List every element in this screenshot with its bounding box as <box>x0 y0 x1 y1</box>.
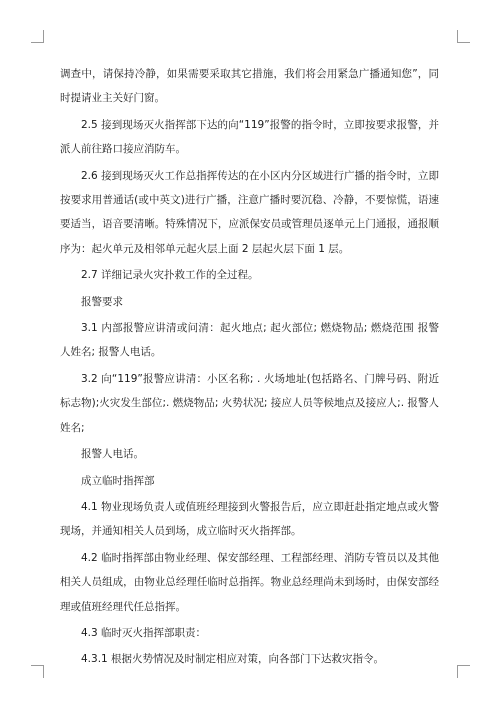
paragraph-2-6: 2.6 接到现场灭火工作总指挥传达的在小区内分区域进行广播的指令时，立即按要求用普通话(或中英文)进行广播，注意广播时要沉稳、冷静，不要惊慌，语速要适当，语音要清晰。特殊情况下，应派保安员或管理员逐单元上门通报，通报顺序为：起火单元及相邻单元起火层上面 2 层起火层下面 1 层。 <box>60 169 439 255</box>
document-body <box>60 62 439 672</box>
paragraph-4-2: 4.2 临时指挥部由物业经理、保安部经理、工程部经理、消防专管员以及其他相关人员组成，由物业总经理任临时总指挥。物业总经理尚未到场时，由保安部经理或值班经理代任总指挥。 <box>60 551 439 613</box>
corner-crop-mark-top-left <box>31 30 44 43</box>
corner-crop-mark-bottom-right <box>457 665 470 678</box>
corner-crop-mark-top-right <box>457 30 470 43</box>
paragraph-2-5: 2.5 接到现场灭火指挥部下达的向“119”报警的指令时，立即按要求报警，并派人前往路口接应消防车。 <box>60 118 439 156</box>
paragraph-4-3-1: 4.3.1 根据火势情况及时制定相应对策，向各部门下达救灾指令。 <box>81 653 385 666</box>
paragraph-3-2-continued: 报警人电话。 <box>81 448 144 461</box>
paragraph-3-1: 3.1 内部报警应讲清或问清：起火地点; 起火部位; 燃烧物品; 燃烧范围 报警人姓名; 报警人电话。 <box>60 322 439 359</box>
section-heading-temporary-command: 成立临时指挥部 <box>81 474 155 487</box>
corner-crop-mark-bottom-left <box>31 665 44 678</box>
paragraph-4-1: 4.1 物业现场负责人或值班经理接到火警报告后，应立即赶赴指定地点或火警现场，并通知相关人员到场，成立临时灭火指挥部。 <box>60 500 439 538</box>
paragraph-4-3: 4.3 临时灭火指挥部职责： <box>81 626 207 639</box>
paragraph-2-7: 2.7 详细记录火灾扑救工作的全过程。 <box>81 269 259 282</box>
section-heading-alarm-requirements: 报警要求 <box>81 295 123 308</box>
paragraph-continuation: 调查中，请保持冷静，如果需要采取其它措施，我们将会用紧急广播通知您”，同时提请业主关好门窗。 <box>60 68 439 105</box>
paragraph-3-2: 3.2 向“119”报警应讲清：小区名称; . 火场地址(包括路名、门牌号码、附近标志物);火灾发生部位;. 燃烧物品; 火势状况; 接应人员等候地点及接应人;. 报警人姓名; <box>60 372 439 434</box>
